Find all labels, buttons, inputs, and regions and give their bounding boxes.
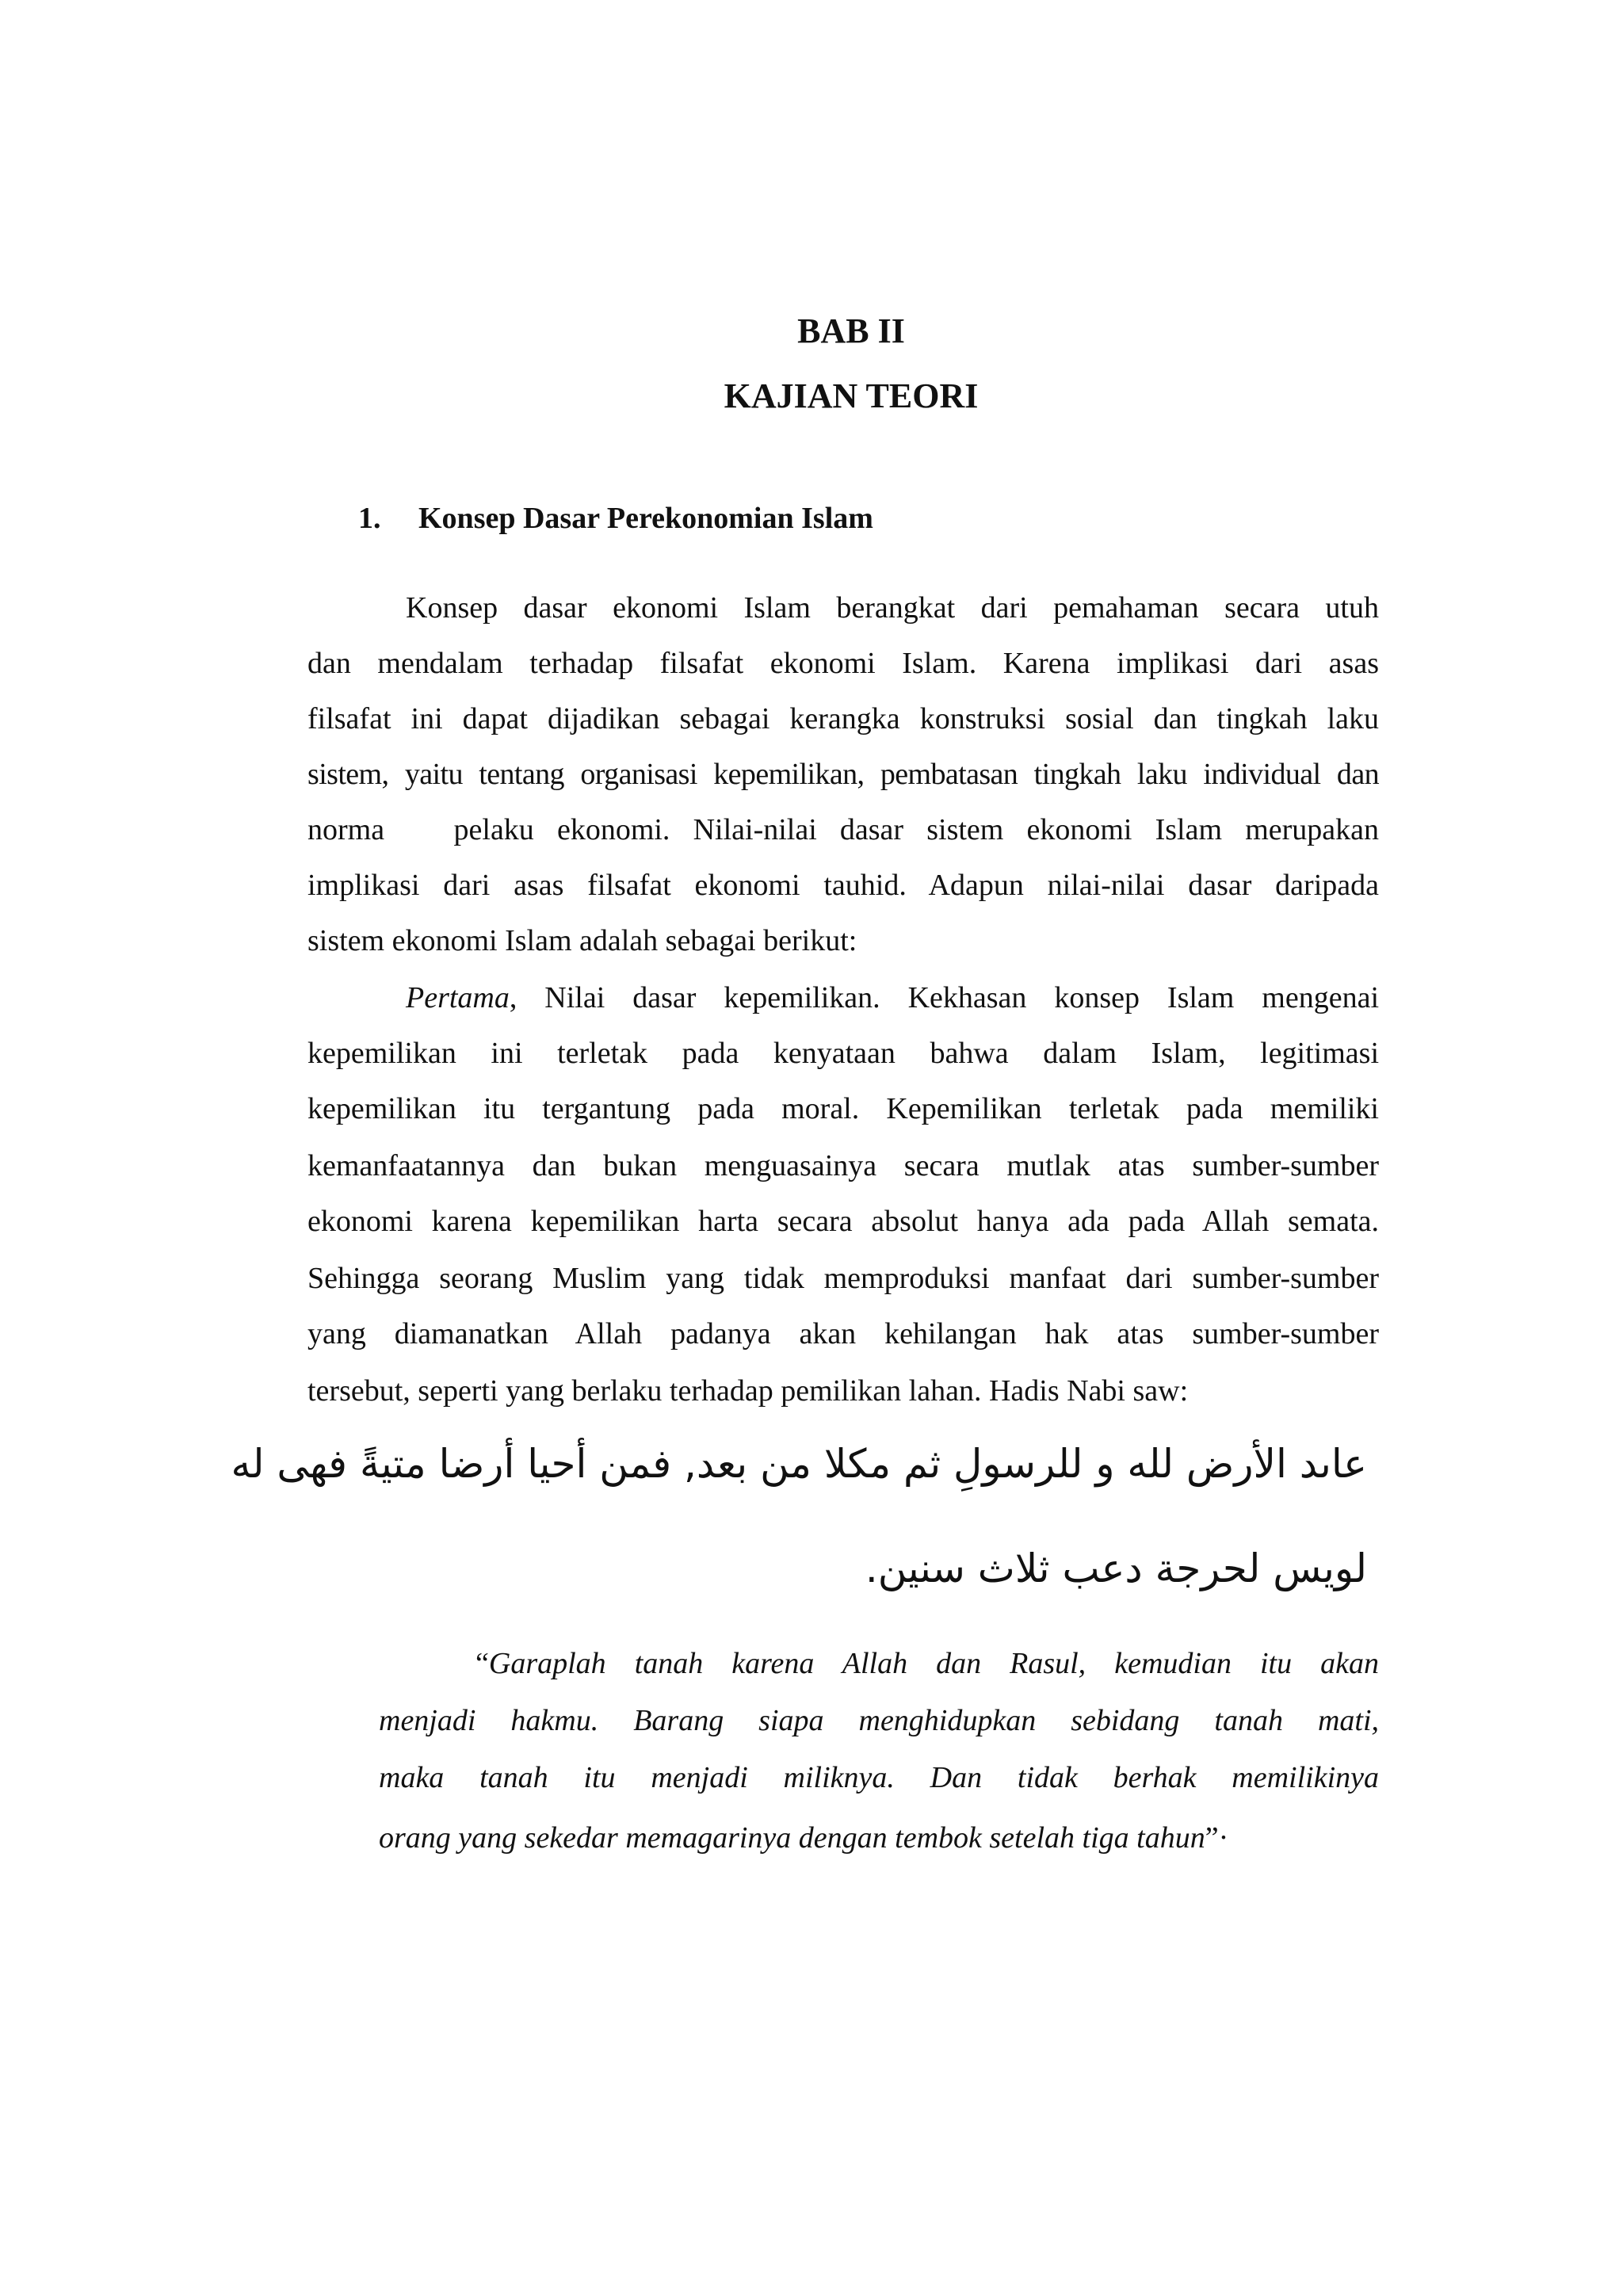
hadith-arabic-line: لويس لحرجة دعب ثلاث سنين.: [865, 1545, 1367, 1591]
paragraph2-line: Sehingga seorang Muslim yang tidak memproduksi manfaat dari sumber-sumber: [307, 1262, 1379, 1295]
emphasis-pertama: Pertama: [406, 981, 510, 1014]
paragraph1-line: dan mendalam terhadap filsafat ekonomi Islam. Karena implikasi dari asas: [307, 647, 1379, 680]
hadith-arabic-line: عاىد الأرض لله و للرسولِ ثم مكلا من بعد, فمن أحيا أرضا متيةً فهى له: [231, 1441, 1367, 1487]
paragraph2-line: kemanfaatannya dan bukan menguasainya secara mutlak atas sumber-sumber: [307, 1149, 1379, 1182]
paragraph1-line: Konsep dasar ekonomi Islam berangkat dari pemahaman secara utuh: [406, 591, 1379, 625]
paragraph1-line: sistem ekonomi Islam adalah sebagai berikut:: [307, 924, 857, 957]
paragraph1-line: implikasi dari asas filsafat ekonomi tauhid. Adapun nilai-nilai dasar daripada: [307, 869, 1379, 902]
chapter-number: BAB II: [797, 311, 905, 350]
paragraph2-first-line: Pertama, Nilai dasar kepemilikan. Kekhasan konsep Islam mengenai: [406, 981, 1379, 1014]
translation-line: maka tanah itu menjadi miliknya. Dan tidak berhak memilikinya: [379, 1761, 1379, 1794]
paragraph2-line: tersebut, seperti yang berlaku terhadap pemilikan lahan. Hadis Nabi saw:: [307, 1374, 1189, 1408]
paragraph1-line: sistem, yaitu tentang organisasi kepemilikan, pembatasan tingkah laku individual dan: [307, 758, 1379, 791]
translation-line: “Garaplah tanah karena Allah dan Rasul, kemudian itu akan: [475, 1647, 1379, 1680]
section-title: Konsep Dasar Perekonomian Islam: [418, 502, 873, 535]
chapter-title: KAJIAN TEORI: [724, 376, 979, 415]
close-quote: ”·: [1205, 1821, 1229, 1855]
paragraph1-line: filsafat ini dapat dijadikan sebagai kerangka konstruksi sosial dan tingkah laku: [307, 702, 1379, 735]
paragraph2-line: yang diamanatkan Allah padanya akan kehilangan hak atas sumber-sumber: [307, 1317, 1379, 1350]
paragraph2-line: kepemilikan ini terletak pada kenyataan bahwa dalam Islam, legitimasi: [307, 1037, 1379, 1070]
section-heading: [358, 501, 873, 536]
paragraph2-line: kepemilikan itu tergantung pada moral. Kepemilikan terletak pada memiliki: [307, 1092, 1379, 1125]
translation-line: orang yang sekedar memagarinya dengan tembok setelah tiga tahun”·: [379, 1821, 1229, 1855]
translation-line: menjadi hakmu. Barang siapa menghidupkan sebidang tanah mati,: [379, 1704, 1379, 1737]
open-quote: “: [475, 1647, 489, 1680]
section-number: 1.: [358, 502, 381, 535]
paragraph2-line: ekonomi karena kepemilikan harta secara absolut hanya ada pada Allah semata.: [307, 1205, 1379, 1238]
paragraph1-line: norma pelaku ekonomi. Nilai-nilai dasar sistem ekonomi Islam merupakan: [307, 813, 1379, 846]
